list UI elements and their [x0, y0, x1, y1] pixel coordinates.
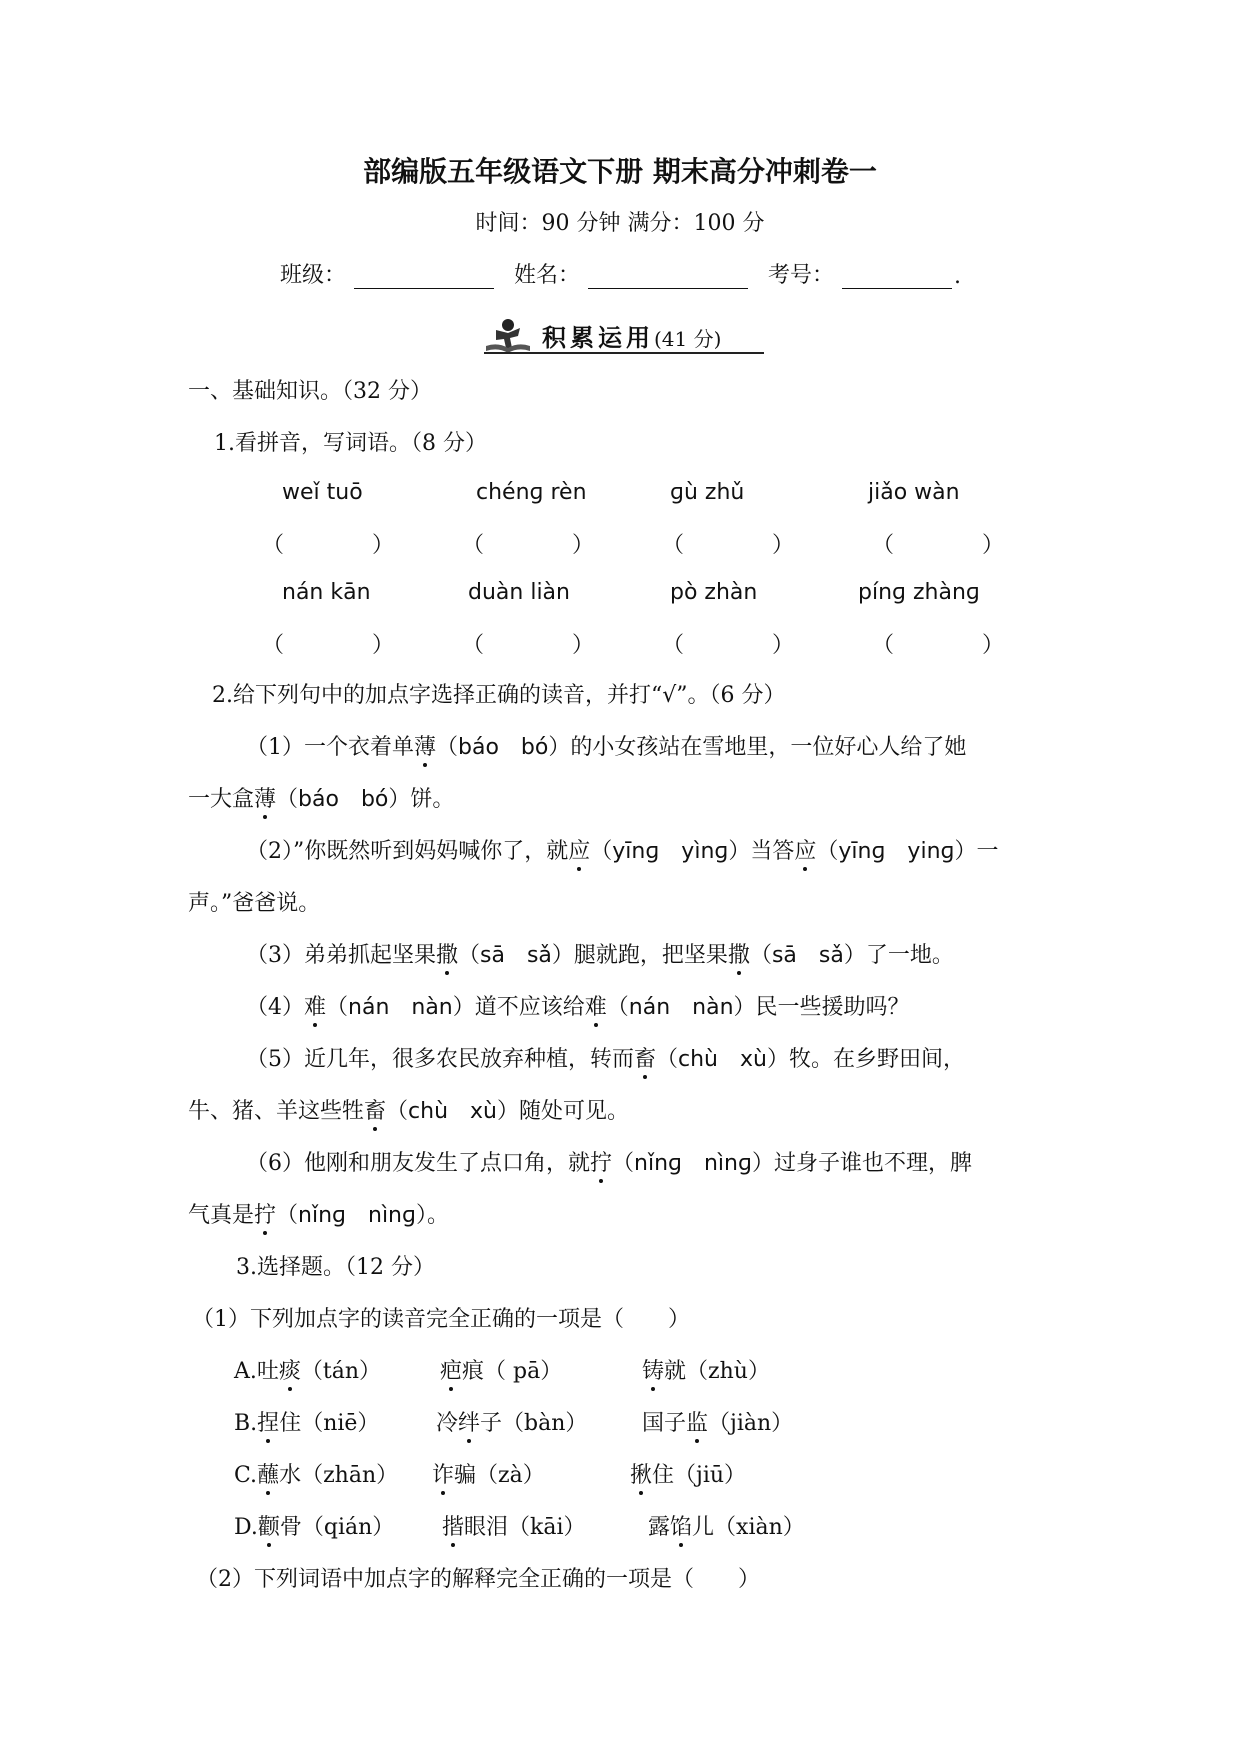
option-d-3: 露馅儿（xiàn）	[648, 1510, 805, 1541]
answer-blank[interactable]: （ ）	[262, 633, 395, 658]
pinyin-word: jiǎo wàn	[868, 480, 960, 505]
info-end-dot: .	[954, 264, 962, 289]
section-points: (41 分)	[654, 327, 722, 351]
q2-sentence-1a: （1）一个衣着单薄（báo bó）的小女孩站在雪地里，一位好心人给了她	[246, 730, 966, 761]
q2-sentence-2b: 声。”爸爸说。	[188, 891, 321, 916]
exam-number-blank[interactable]	[842, 262, 952, 289]
option-c-3: 揪住（jiū）	[630, 1458, 746, 1489]
class-blank[interactable]	[354, 262, 494, 289]
option-d-2: 揩眼泪（kāi）	[442, 1510, 586, 1541]
q2-sentence-6a: （6）他刚和朋友发生了点口角，就拧（nǐnɡ nìnɡ）过身子谁也不理，脾	[246, 1146, 972, 1177]
pinyin-word: ɡù zhǔ	[670, 480, 745, 505]
option-a-3: 铸就（zhù）	[642, 1354, 770, 1385]
q3-heading: 3.选择题。（12 分）	[236, 1255, 435, 1280]
q2-sentence-3: （3）弟弟抓起坚果撒（sā sǎ）腿就跑，把坚果撒（sā sǎ）了一地。	[246, 938, 954, 969]
answer-blank[interactable]: （ ）	[462, 633, 595, 658]
option-c-1[interactable]: C.蘸水（zhān）	[234, 1458, 398, 1489]
option-b-1[interactable]: B.捏住（niē）	[234, 1406, 379, 1437]
option-b-3: 国子监（jiàn）	[642, 1406, 793, 1437]
answer-blank[interactable]: （ ）	[262, 533, 395, 558]
name-label: 姓名：	[514, 263, 581, 288]
pinyin-word: pínɡ zhànɡ	[858, 580, 980, 605]
q2-sentence-6b: 气真是拧（nǐnɡ nìnɡ）。	[188, 1198, 449, 1229]
answer-blank[interactable]: （ ）	[872, 533, 1005, 558]
option-a-1[interactable]: A.吐痰（tán）	[234, 1354, 381, 1385]
answer-blank[interactable]: （ ）	[462, 533, 595, 558]
section-title: 积累运用(41 分)	[542, 324, 722, 352]
option-c-2: 诈骗（zà）	[432, 1458, 545, 1489]
q3-sub1: （1）下列加点字的读音完全正确的一项是（ ）	[192, 1307, 690, 1332]
exam-time-score: 时间：90 分钟 满分：100 分	[475, 211, 765, 236]
q3-sub2: （2）下列词语中加点字的解释完全正确的一项是（ ）	[196, 1567, 760, 1592]
pinyin-word: duàn liàn	[468, 580, 570, 605]
option-b-2: 冷绊子（bàn）	[436, 1406, 587, 1437]
name-blank[interactable]	[588, 262, 748, 289]
q2-sentence-5b: 牛、猪、羊这些牲畜（chù xù）随处可见。	[188, 1094, 629, 1125]
section-underline	[484, 352, 764, 354]
pinyin-word: weǐ tuō	[282, 480, 363, 505]
exam-number-label: 考号：	[768, 263, 835, 288]
page-title: 部编版五年级语文下册 期末高分冲刺卷一	[363, 155, 877, 188]
student-info-row	[280, 258, 961, 289]
q2-heading: 2.给下列句中的加点字选择正确的读音，并打“√”。（6 分）	[212, 683, 786, 708]
option-a-2: 疤痕（ pā）	[440, 1354, 562, 1385]
q1-heading: 1.看拼音，写词语。（8 分）	[214, 431, 487, 456]
pinyin-word: nán kān	[282, 580, 371, 605]
answer-blank[interactable]: （ ）	[872, 633, 1005, 658]
q2-sentence-2a: （2）”你既然听到妈妈喊你了，就应（yīnɡ yìnɡ）当答应（yīnɡ yinɡ）一	[246, 834, 999, 865]
answer-blank[interactable]: （ ）	[662, 633, 795, 658]
section-banner	[478, 316, 768, 356]
class-label: 班级：	[280, 263, 347, 288]
pinyin-word: pò zhàn	[670, 580, 758, 605]
answer-blank[interactable]: （ ）	[662, 533, 795, 558]
option-d-1[interactable]: D.颧骨（qián）	[234, 1510, 394, 1541]
part1-heading: 一、基础知识。（32 分）	[188, 379, 432, 404]
pinyin-word: chénɡ rèn	[476, 480, 587, 505]
q2-sentence-4: （4）难（nán nàn）道不应该给难（nán nàn）民一些援助吗？	[246, 990, 910, 1021]
q2-sentence-5a: （5）近几年，很多农民放弃种植，转而畜（chù xù）牧。在乡野田间，	[246, 1042, 965, 1073]
reading-person-icon	[478, 316, 538, 356]
q2-sentence-1b: 一大盒薄（báo bó）饼。	[188, 782, 454, 813]
